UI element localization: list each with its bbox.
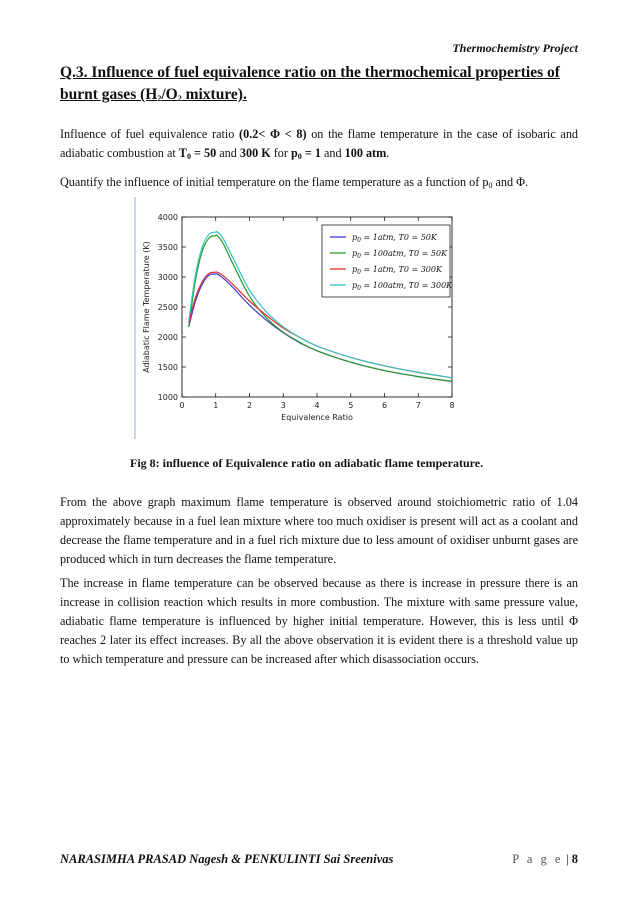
text: and (216, 146, 240, 160)
page-indicator (512, 852, 578, 867)
subscript: 0 (488, 181, 493, 190)
analysis-paragraph-1: From the above graph maximum flame temperature is observed around stoichiometric ratio of 1.04 approximately because in a fuel lean mixture where too much oxidiser is present will act as a coolant and decrease the flame temperature and in a fuel rich mixture due to less amount of oxidiser unburnt gases are produced which in turn decreases the flame temperature. (60, 495, 578, 566)
analysis-paragraph-2: The increase in flame temperature can be observed because as there is increase in pressure there is an increase in collision reaction which results in more combustion. The mixture with same pressure value, adiabatic flame temperature is influenced by higher initial temperature. However, this is less until Φ reaches 2 later its effect increases. By all the above observation it is evident there is a threshold value up to which temperature and pressure can be increased after which disassociation occurs. (60, 576, 578, 666)
legend-entry: $p_0 = 100atm$, T0 = 50K (352, 249, 448, 260)
y-tick-label: 2500 (157, 303, 178, 312)
x-tick-label: 5 (348, 401, 354, 410)
p0-symbol: $p_0 = 1$ (291, 146, 321, 161)
t0-symbol: $T_0 = 50$ (178, 146, 217, 161)
flame-temperature-chart (134, 197, 508, 439)
quantify-paragraph (60, 173, 578, 195)
p0-value: 100 atm (344, 146, 387, 160)
title-text: mixture). (181, 86, 247, 103)
title-subscript: 2 (177, 94, 182, 103)
intro-paragraph (60, 125, 578, 166)
x-axis-label: Equivalence Ratio (281, 413, 353, 422)
page-separator: | (562, 852, 572, 866)
x-tick-label: 3 (280, 401, 286, 410)
page-number: 8 (571, 852, 578, 866)
y-tick-label: 2000 (157, 333, 178, 342)
text: . (386, 146, 390, 160)
y-tick-label: 1500 (157, 363, 178, 372)
project-header: Thermochemistry Project (452, 41, 578, 55)
title-text: burnt gases (H (60, 86, 158, 103)
y-tick-label: 1000 (157, 393, 178, 402)
legend (322, 225, 453, 297)
x-tick-label: 2 (246, 401, 253, 410)
x-tick-label: 7 (415, 401, 421, 410)
phi-range: (0.2< Φ < 8) (239, 127, 307, 141)
x-tick-label: 0 (179, 401, 185, 410)
text: for (270, 146, 291, 160)
figure-caption: Fig 8: influence of Equivalence ratio on adiabatic flame temperature. (130, 456, 484, 470)
text: Quantify the influence of initial temperature on the flame temperature as a function of p (60, 175, 489, 189)
x-tick-label: 4 (314, 401, 320, 410)
page-footer (60, 852, 578, 867)
title-line-2 (60, 86, 247, 103)
x-tick-label: 1 (213, 401, 219, 410)
title-text: /O (161, 86, 178, 103)
text: Influence of fuel equivalence ratio (60, 127, 240, 141)
y-axis-label: Adiabatic Flame Temperature (K) (142, 241, 151, 373)
title-line-1: Q.3. Influence of fuel equivalence ratio on the thermochemical properties of (60, 64, 560, 81)
y-tick-label: 3500 (157, 243, 178, 252)
legend-entry: $p_0 = 1atm$, T0 = 50K (352, 233, 437, 244)
legend-entry: $p_0 = 100atm$, T0 = 300K (352, 281, 453, 292)
chart-svg (136, 197, 508, 439)
legend-entry: $p_0 = 1atm$, T0 = 300K (352, 265, 442, 276)
y-tick-label: 3000 (157, 273, 178, 282)
x-tick-label: 6 (381, 401, 388, 410)
title-subscript: 2 (157, 94, 162, 103)
text: and Φ. (492, 175, 529, 189)
section-title (60, 62, 580, 110)
page-label: P a g e (512, 852, 563, 866)
authors: NARASIMHA PRASAD Nagesh & PENKULINTI Sai Sreenivas (60, 852, 394, 866)
text: on the flame temperature in the case of isobaric and adiabatic combustion at (60, 127, 579, 160)
y-tick-label: 4000 (157, 213, 178, 222)
t0-value: 300 K (239, 146, 271, 160)
text: and (320, 146, 345, 160)
x-tick-label: 8 (449, 401, 455, 410)
